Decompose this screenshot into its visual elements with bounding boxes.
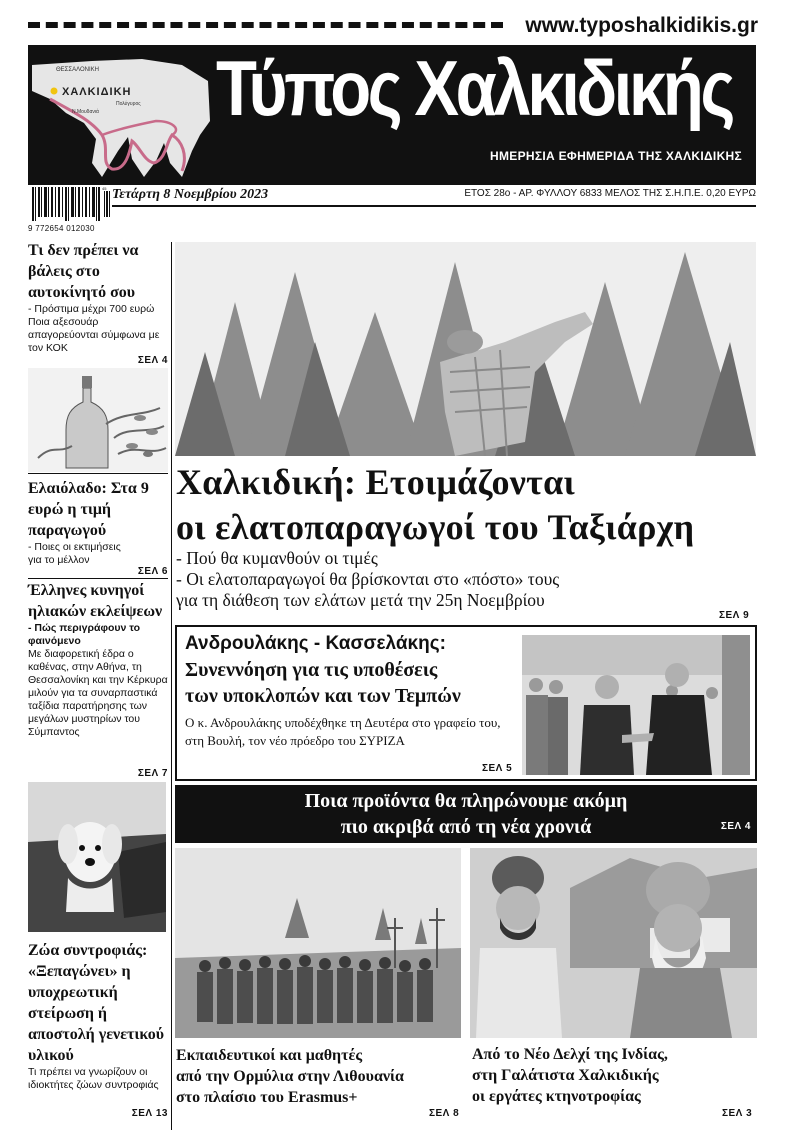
- story-workers-caption[interactable]: [472, 1044, 668, 1107]
- sidebar-story-title: Τι δεν πρέπει να βάλεις στο αυτοκίνητό σου: [28, 242, 139, 301]
- politics-headline-line-1: Ανδρουλάκης - Κασσελάκης:: [185, 633, 446, 654]
- main-story-bullet: για τη διάθεση των ελάτων μετά την 25η Νοεμβρίου: [176, 590, 545, 610]
- site-url[interactable]: www.typoshalkidikis.gr: [525, 14, 758, 37]
- sidebar-story-eclipse[interactable]: [28, 580, 168, 778]
- sidebar-story-title: Έλληνες κυνηγοί ηλιακών εκλείψεων: [28, 582, 163, 620]
- fir-trees-photo: [175, 242, 756, 456]
- caption-line: Από το Νέο Δελχί της Ινδίας,: [472, 1046, 668, 1063]
- main-story-bullet: - Οι ελατοπαραγωγοί θα βρίσκονται στο «πόστο» τους: [176, 569, 560, 589]
- newspaper-title: Τύπος Χαλκιδικής: [216, 45, 732, 132]
- page-ref: ΣΕΛ 7: [137, 768, 168, 779]
- politics-headline-line-2: Συνεννόηση για τις υποθέσεις: [185, 659, 438, 681]
- caption-line: στο πλαίσιο του Erasmus+: [176, 1089, 358, 1106]
- politics-story[interactable]: [175, 625, 757, 781]
- masthead: [28, 45, 756, 185]
- barcode-code: 45: [102, 187, 107, 191]
- caption-line: από την Ορμύλια στην Λιθουανία: [176, 1068, 404, 1085]
- sidebar-story-car[interactable]: [28, 240, 168, 370]
- politics-headline-line-3: των υποκλοπών και των Τεμπών: [185, 685, 461, 707]
- main-headline[interactable]: [176, 460, 694, 550]
- chalkidiki-map: [32, 51, 210, 179]
- page-ref: ΣΕΛ 3: [722, 1108, 753, 1119]
- main-headline-line-1: Χαλκιδική: Ετοιμάζονται: [176, 462, 575, 502]
- map-label-thessaloniki: ΘΕΣΣΑΛΟΝΙΚΗ: [56, 67, 99, 73]
- sidebar-story-bullet: - Πρόστιμα μέχρι 700 ευρώ: [28, 303, 155, 315]
- banner-line-1: Ποια προϊόντα θα πληρώνουμε ακόμη: [304, 790, 628, 812]
- politicians-handshake-photo: [522, 635, 750, 775]
- page-ref: ΣΕΛ 8: [429, 1108, 460, 1119]
- caption-line: οι εργάτες κτηνοτροφίας: [472, 1088, 641, 1105]
- banner-line-2: πιο ακριβά από τη νέα χρονιά: [340, 816, 592, 838]
- dog-in-car-photo: [28, 782, 166, 932]
- prices-banner[interactable]: [175, 785, 757, 843]
- sidebar-divider: [28, 473, 168, 474]
- barcode-number: 9 772654 012030: [28, 224, 95, 233]
- map-label-moudania: Ν.Μουδανιά: [72, 109, 99, 115]
- column-divider: [171, 242, 172, 1130]
- erasmus-group-photo: [175, 848, 461, 1038]
- map-label-chalkidiki: ΧΑΛΚΙΔΙΚΗ: [62, 86, 132, 98]
- sidebar-story-bullet: - Πώς περιγράφουν το φαινόμενο: [28, 622, 141, 647]
- caption-line: Εκπαιδευτικοί και μαθητές: [176, 1047, 363, 1064]
- page-ref: ΣΕΛ 5: [482, 763, 513, 774]
- olive-oil-photo: [28, 368, 168, 472]
- page-ref: ΣΕΛ 4: [720, 821, 751, 832]
- sidebar-story-title: Ζώα συντροφιάς: «Ξεπαγώνει» η υποχρεωτική στείρωση ή αποστολή γενετικού υλικού: [28, 942, 165, 1064]
- sidebar-story-text: Με διαφορετική έδρα ο καθένας, στην Αθήνα, τη Θεσσαλονίκη και την Κέρκυρα μιλούν για τα συναρπαστικά ταξίδια παρατήρησης των μεγάλων μυστηρίων του Σύμπαντος: [28, 648, 168, 738]
- map-label-polygyros: Πολύγυρος: [116, 101, 141, 107]
- sidebar-story-bullet: - Ποιες οι εκτιμήσεις για το μέλλον: [28, 541, 121, 566]
- newspaper-subtitle: ΗΜΕΡΗΣΙΑ ΕΦΗΜΕΡΙΔΑ ΤΗΣ ΧΑΛΚΙΔΙΚΗΣ: [490, 149, 742, 163]
- page-ref: ΣΕΛ 13: [131, 1108, 168, 1119]
- main-story-bullet: - Πού θα κυμανθούν οι τιμές: [176, 548, 378, 568]
- sidebar-story-text: Τι πρέπει να γνωρίζουν οι ιδιοκτήτες ζώων συντροφιάς: [28, 1066, 159, 1091]
- header-rule: [112, 205, 756, 207]
- story-erasmus-caption[interactable]: [176, 1045, 404, 1108]
- main-headline-line-2: οι ελατοπαραγωγοί του Ταξιάρχη: [176, 507, 695, 547]
- sidebar-story-text: Ποια αξεσουάρ απαγορεύονται σύμφωνα με τον ΚΟΚ: [28, 316, 160, 354]
- caption-line: στη Γαλάτιστα Χαλκιδικής: [472, 1067, 659, 1084]
- main-story-bullets: [176, 548, 559, 611]
- indian-workers-photo: [470, 848, 757, 1038]
- politics-headline: [185, 631, 461, 709]
- barcode-icon: [32, 187, 110, 223]
- page-ref: ΣΕΛ 9: [719, 610, 750, 621]
- edition-info: ΕΤΟΣ 28ο - ΑΡ. ΦΥΛΛΟΥ 6833 ΜΕΛΟΣ ΤΗΣ Σ.Η.Π.Ε. 0,20 ΕΥΡΩ: [464, 188, 756, 199]
- politics-text: Ο κ. Ανδρουλάκης υποδέχθηκε τη Δευτέρα στο γραφείο του, στη Βουλή, τον νέο πρόεδρο του ΣΥΡΙΖΑ: [185, 715, 501, 748]
- issue-date: Τετάρτη 8 Νοεμβρίου 2023: [112, 187, 269, 202]
- sidebar-story-pets[interactable]: [28, 940, 168, 1126]
- sidebar-story-title: Ελαιόλαδο: Στα 9 ευρώ η τιμή παραγωγού: [28, 480, 149, 539]
- top-dashed-rule: [28, 22, 503, 28]
- page-ref: ΣΕΛ 4: [137, 355, 168, 366]
- page-ref: ΣΕΛ 6: [137, 566, 168, 577]
- sidebar-story-olive-oil[interactable]: [28, 478, 168, 578]
- sidebar-divider: [28, 578, 168, 579]
